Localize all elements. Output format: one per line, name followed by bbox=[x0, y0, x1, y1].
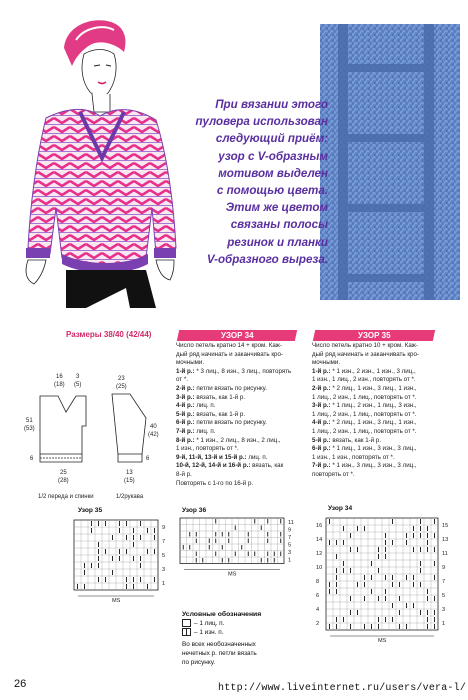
instruction-line: дый ряд начинать и заканчивать кро- bbox=[312, 350, 419, 358]
repeat-label: MS bbox=[228, 571, 237, 578]
row-number: 5 bbox=[288, 542, 292, 549]
sizes-label: Размеры 38/40 (42/44) bbox=[66, 330, 152, 339]
instruction-line: 1-й р.: * 1 изн., 2 изн., 1 изн., 3 лиц., bbox=[312, 367, 416, 375]
intro-line: V-образного выреза. bbox=[206, 252, 328, 266]
instruction-line: 4-й р.: лиц. п. bbox=[176, 402, 216, 410]
dim-label: (18) bbox=[54, 382, 65, 388]
dim-label: 16 bbox=[56, 374, 63, 380]
row-number: 11 bbox=[442, 551, 448, 557]
legend-title: Условные обозначения bbox=[182, 611, 262, 618]
intro-line: Этим же цветом bbox=[225, 201, 328, 215]
row-number: 13 bbox=[442, 537, 449, 543]
legend-note: Во всех необозначенных нечетных р. петли вязать по рисунку. bbox=[182, 641, 257, 666]
instruction-line: от *. bbox=[176, 376, 188, 384]
dim-label: 3 bbox=[76, 374, 80, 380]
row-number: 11 bbox=[288, 519, 294, 526]
caption-front: 1/2 переда и спинки bbox=[38, 494, 94, 500]
row-number: 9 bbox=[162, 525, 166, 531]
pattern-35-instructions bbox=[312, 342, 462, 480]
instruction-line: Число петель кратно 14 + кром. Каж- bbox=[176, 342, 282, 349]
intro-line: мотивом выделен bbox=[218, 166, 328, 180]
instruction-line: мочными. bbox=[312, 359, 341, 367]
instruction-line: 2-й р.: петли вязать по рисунку. bbox=[176, 384, 267, 392]
purl-symbol-icon bbox=[182, 628, 191, 636]
row-number: 16 bbox=[316, 523, 323, 529]
dim-label: 13 bbox=[126, 470, 133, 476]
sweater-illustration bbox=[6, 8, 206, 308]
instruction-line: 6-й р.: * 1 лиц., 1 изн., 3 изн., 3 лиц., bbox=[312, 445, 417, 453]
knit-symbol-icon bbox=[182, 619, 191, 627]
instruction-line: 1 лиц., 2 изн., 1 лиц., повторять от *. bbox=[312, 410, 417, 418]
knit-swatch-photo bbox=[320, 24, 460, 300]
row-number: 3 bbox=[288, 550, 292, 557]
intro-line: с помощью цвета. bbox=[216, 184, 328, 198]
row-number: 3 bbox=[442, 607, 446, 613]
row-number: 7 bbox=[162, 539, 166, 545]
chart-35-grid bbox=[70, 518, 170, 614]
instruction-line: 5-й р.: вязать, как 1-й р. bbox=[312, 436, 382, 444]
intro-line: резинок и планки bbox=[227, 235, 328, 249]
row-number: 9 bbox=[442, 565, 446, 571]
row-number: 4 bbox=[316, 607, 320, 613]
instruction-line: 1 изн., 1 изн., повторять от *. bbox=[312, 453, 395, 461]
instruction-line: 1-й р.: * 3 лиц., 8 изн., 3 лиц., повторять bbox=[176, 367, 292, 375]
instruction-line: дый ряд начинать и заканчивать кро- bbox=[176, 350, 283, 358]
instruction-line: Повторять с 1-го по 16-й р. bbox=[176, 479, 254, 487]
chart-36-title: Узор 36 bbox=[182, 507, 207, 514]
row-number: 10 bbox=[316, 565, 323, 571]
legend-item-purl: – 1 изн. п. bbox=[182, 628, 261, 637]
row-number: 14 bbox=[316, 537, 323, 543]
row-number: 12 bbox=[316, 551, 323, 557]
repeat-label: MS bbox=[112, 598, 121, 604]
dim-label: (53) bbox=[24, 426, 35, 432]
instruction-line: 4-й р.: * 2 лиц., 1 изн., 3 лиц., 1 изн., bbox=[312, 419, 417, 427]
instruction-line: 1 изн., 1 лиц., 2 изн., повторять от *. bbox=[312, 376, 416, 384]
instruction-line: 9-й, 11-й, 13-й и 15-й р.: лиц. п. bbox=[176, 453, 268, 461]
page-number: 26 bbox=[14, 678, 27, 690]
instruction-line: 3-й р.: вязать, как 1-й р. bbox=[176, 393, 246, 401]
dim-label: (28) bbox=[58, 478, 69, 484]
instruction-line: 1 изн., повторять от *. bbox=[176, 445, 239, 453]
instruction-line: 7-й р.: * 1 изн., 3 лиц., 3 изн., 3 лиц., bbox=[312, 462, 417, 470]
dim-label: 25 bbox=[60, 470, 67, 476]
dim-label: 40 bbox=[150, 424, 157, 430]
intro-line: пуловера использован bbox=[195, 115, 328, 129]
repeat-label: MS bbox=[378, 638, 387, 644]
instruction-line: 8-й р. bbox=[176, 470, 192, 478]
pattern-34-header: УЗОР 34 bbox=[177, 330, 297, 341]
intro-line: узор с V-образным bbox=[218, 149, 328, 163]
row-number: 1 bbox=[442, 621, 446, 627]
instruction-line: 8-й р.: * 1 изн., 2 лиц., 8 изн., 2 лиц., bbox=[176, 436, 281, 444]
intro-line: При вязании этого bbox=[215, 98, 328, 111]
chart-34-title: Узор 34 bbox=[328, 505, 353, 512]
row-number: 5 bbox=[442, 593, 446, 599]
row-number: 7 bbox=[288, 534, 292, 541]
chart-35-title: Узор 35 bbox=[78, 507, 103, 514]
dim-label: 51 bbox=[26, 418, 33, 424]
intro-line: связаны полосы bbox=[230, 218, 328, 232]
legend-item-knit: – 1 лиц. п. bbox=[182, 619, 261, 628]
row-number: 6 bbox=[316, 593, 320, 599]
instruction-line: Число петель кратно 10 + кром. Каж- bbox=[312, 342, 418, 349]
row-number: 5 bbox=[162, 553, 166, 559]
garment-schematic bbox=[6, 366, 166, 506]
row-number: 1 bbox=[288, 557, 292, 564]
row-number: 2 bbox=[316, 621, 320, 627]
dim-label: 6 bbox=[30, 456, 34, 462]
chart-36-grid bbox=[176, 516, 300, 582]
dim-label: (5) bbox=[74, 382, 82, 388]
dim-label: (25) bbox=[116, 384, 127, 390]
instruction-line: 1 лиц., 2 изн., 1 лиц., повторять от *. bbox=[312, 427, 417, 435]
instruction-line: 2-й р.: * 2 лиц., 1 изн., 3 лиц., 1 изн., bbox=[312, 384, 417, 392]
dim-label: (42) bbox=[148, 432, 159, 438]
instruction-line: 1 лиц., 2 изн., 1 лиц., повторять от *. bbox=[312, 393, 417, 401]
row-number: 7 bbox=[442, 579, 446, 585]
intro-text bbox=[188, 96, 328, 268]
dim-label: (15) bbox=[124, 478, 135, 484]
dim-label: 6 bbox=[146, 456, 150, 462]
instruction-line: 6-й р.: петли вязать по рисунку. bbox=[176, 419, 267, 427]
row-number: 1 bbox=[162, 581, 166, 587]
instruction-line: 3-й р.: * 1 лиц., 2 изн., 1 лиц., 3 изн., bbox=[312, 402, 417, 410]
chart-34-grid bbox=[312, 514, 464, 652]
source-url: http://www.liveinternet.ru/users/vera-l/ bbox=[218, 683, 467, 694]
instruction-line: 7-й р.: лиц. п. bbox=[176, 427, 216, 435]
pattern-35-header: УЗОР 35 bbox=[313, 330, 435, 341]
row-number: 3 bbox=[162, 567, 166, 573]
instruction-line: 10-й, 12-й, 14-й и 16-й р.: вязать, как bbox=[176, 462, 284, 470]
legend bbox=[182, 610, 261, 667]
instruction-line: мочными. bbox=[176, 359, 205, 367]
pattern-34-instructions bbox=[176, 342, 308, 488]
row-number: 8 bbox=[316, 579, 320, 585]
dim-label: 23 bbox=[118, 376, 125, 382]
intro-line: следующий приём: bbox=[215, 132, 328, 146]
row-number: 9 bbox=[288, 527, 292, 534]
row-number: 15 bbox=[442, 523, 449, 529]
caption-sleeve: 1/2рукава bbox=[116, 494, 144, 500]
instruction-line: 5-й р.: вязать, как 1-й р. bbox=[176, 410, 246, 418]
instruction-line: повторять от *. bbox=[312, 470, 355, 478]
